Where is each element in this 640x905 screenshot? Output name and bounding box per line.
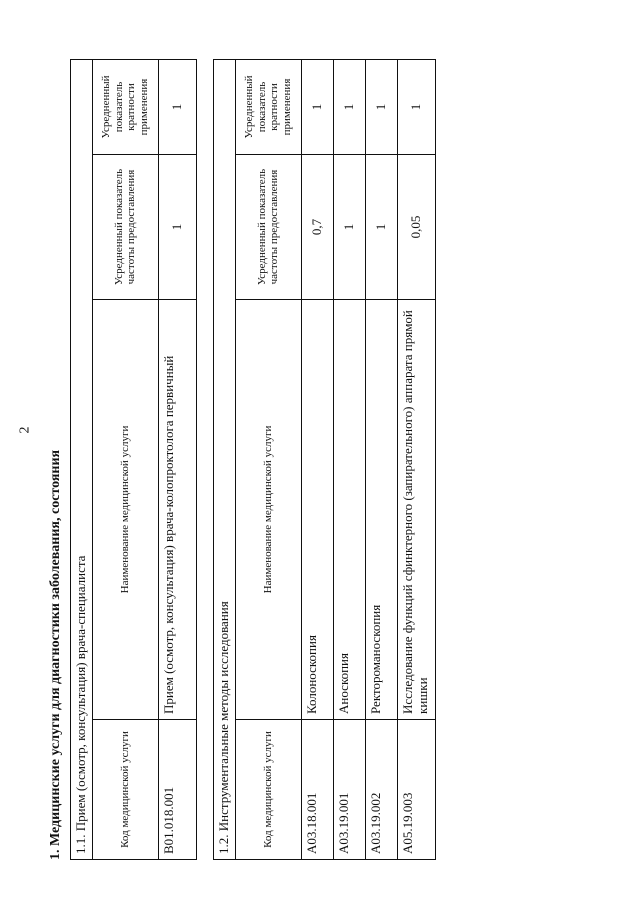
table-instrumental-methods	[213, 59, 436, 860]
cell-frequency: 0,05	[397, 155, 435, 300]
table-row	[397, 59, 435, 859]
header-frequency: Усредненный показатель частоты предоставления	[235, 155, 301, 300]
section-title: 1. Медицинские услуги для диагностики заболевания, состояния	[48, 449, 63, 860]
cell-frequency: 0,7	[301, 155, 333, 300]
page-number: 2	[17, 426, 33, 434]
table-row	[158, 59, 196, 859]
cell-multiplicity: 1	[301, 59, 333, 154]
cell-multiplicity: 1	[365, 59, 397, 154]
cell-name: Ректороманоскопия	[365, 300, 397, 720]
cell-multiplicity: 1	[333, 59, 365, 154]
header-multiplicity: Усредненный показатель кратности применения	[235, 59, 301, 154]
table-row	[365, 59, 397, 859]
cell-multiplicity: 1	[158, 59, 196, 154]
header-name: Наименование медицинской услуги	[92, 300, 158, 720]
table-caption: 1.2. Инструментальные методы исследования	[214, 59, 236, 859]
table-specialist-visit	[70, 59, 197, 860]
table-row	[301, 59, 333, 859]
cell-code: A05.19.003	[397, 720, 435, 860]
cell-name: Прием (осмотр, консультация) врача-колопроктолога первичный	[158, 300, 196, 720]
cell-code: A03.19.001	[333, 720, 365, 860]
cell-code: A03.18.001	[301, 720, 333, 860]
cell-frequency: 1	[333, 155, 365, 300]
table-caption: 1.1. Прием (осмотр, консультация) врача-специалиста	[71, 59, 93, 859]
cell-code: B01.018.001	[158, 720, 196, 860]
cell-name: Исследование функций сфинктерного (запирательного) аппарата прямой кишки	[397, 300, 435, 720]
header-code: Код медицинской услуги	[92, 720, 158, 860]
cell-name: Аноскопия	[333, 300, 365, 720]
rotated-page-content	[48, 60, 608, 860]
header-multiplicity: Усредненный показатель кратности применения	[92, 59, 158, 154]
header-frequency: Усредненный показатель частоты предоставления	[92, 155, 158, 300]
cell-name: Колоноскопия	[301, 300, 333, 720]
header-code: Код медицинской услуги	[235, 720, 301, 860]
table-row	[333, 59, 365, 859]
cell-frequency: 1	[365, 155, 397, 300]
cell-multiplicity: 1	[397, 59, 435, 154]
cell-code: A03.19.002	[365, 720, 397, 860]
cell-frequency: 1	[158, 155, 196, 300]
header-name: Наименование медицинской услуги	[235, 300, 301, 720]
